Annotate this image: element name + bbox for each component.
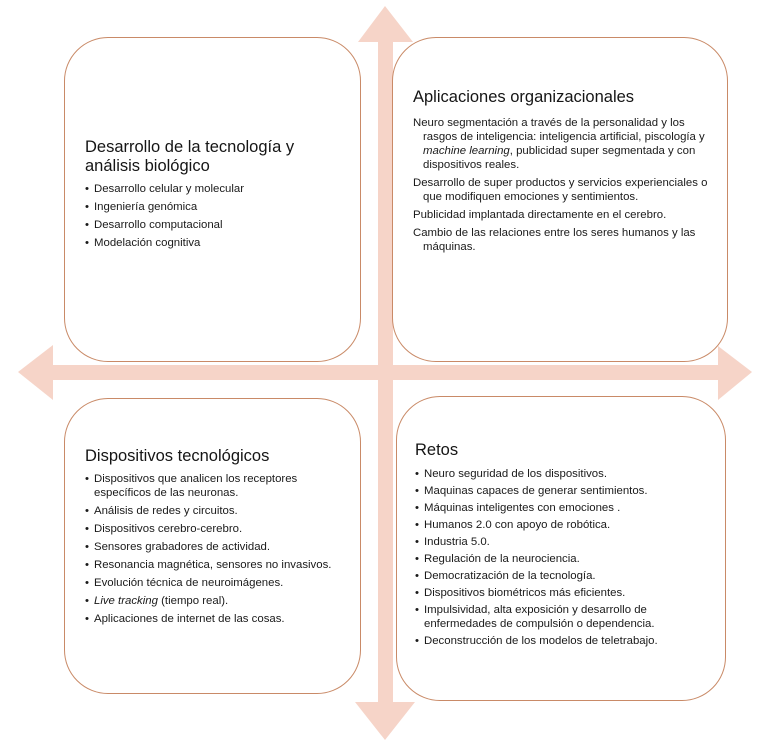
list-item: • Máquinas inteligentes con emociones . [415,501,717,515]
quadrant-title: Retos [415,441,459,459]
list-item: • Dispositivos cerebro-cerebro. [85,522,350,536]
list-item: • Ingeniería genómica [85,200,350,214]
list-item: Neuro segmentación a través de la personalidad y los rasgos de inteligencia: inteligencia artificial, piscología y machine learning, publicidad super segmentada y con dispositivos reales. [413,117,705,171]
item-list [85,472,350,626]
item-list [413,116,717,254]
item-list [415,467,717,648]
list-item: Cambio de las relaciones entre los seres humanos y las máquinas. [413,227,696,253]
list-item: • Regulación de la neurociencia. [415,552,717,566]
arrow-down-icon [355,702,415,740]
arrow-right-icon [718,346,752,400]
list-item: • Aplicaciones de internet de las cosas. [85,612,350,626]
list-item: • Sensores grabadores de actividad. [85,540,350,554]
arrow-up-icon [358,6,413,42]
quadrant-technology-development [64,37,361,362]
quadrant-title: Desarrollo de la tecnología y análisis biológico [85,138,295,175]
list-item: • Evolución técnica de neuroimágenes. [85,576,350,590]
quadrant-organizational-applications [392,37,728,362]
list-item: • Maquinas capaces de generar sentimientos. [415,484,717,498]
list-item: • Análisis de redes y circuitos. [85,504,350,518]
list-item: Publicidad implantada directamente en el cerebro. [413,209,667,221]
horizontal-arrow-shaft [50,365,720,380]
list-item: • Live tracking (tiempo real). [85,594,350,608]
list-item: • Dispositivos biométricos más eficientes. [415,586,717,600]
list-item: • Democratización de la tecnología. [415,569,717,583]
list-item: • Desarrollo computacional [85,218,350,232]
list-item: • Neuro seguridad de los dispositivos. [415,467,717,481]
arrow-left-icon [18,345,53,400]
list-item: • Desarrollo celular y molecular [85,182,350,196]
list-item: • Modelación cognitiva [85,236,350,250]
list-item: • Humanos 2.0 con apoyo de robótica. [415,518,717,532]
list-item: • Impulsividad, alta exposición y desarrollo de enfermedades de compulsión o dependencia. [415,603,717,631]
quadrant-title: Aplicaciones organizacionales [413,88,635,106]
list-item: • Resonancia magnética, sensores no invasivos. [85,558,350,572]
quadrant-challenges [396,396,726,701]
list-item: • Industria 5.0. [415,535,717,549]
list-item: • Deconstrucción de los modelos de teletrabajo. [415,634,717,648]
quadrant-title: Dispositivos tecnológicos [85,447,270,465]
item-list [85,182,350,250]
list-item: • Dispositivos que analicen los receptores específicos de las neuronas. [85,472,350,500]
list-item: Desarrollo de super productos y servicios experienciales o que modifiquen emociones y sentimientos. [413,177,708,203]
quadrant-technological-devices [64,398,361,694]
